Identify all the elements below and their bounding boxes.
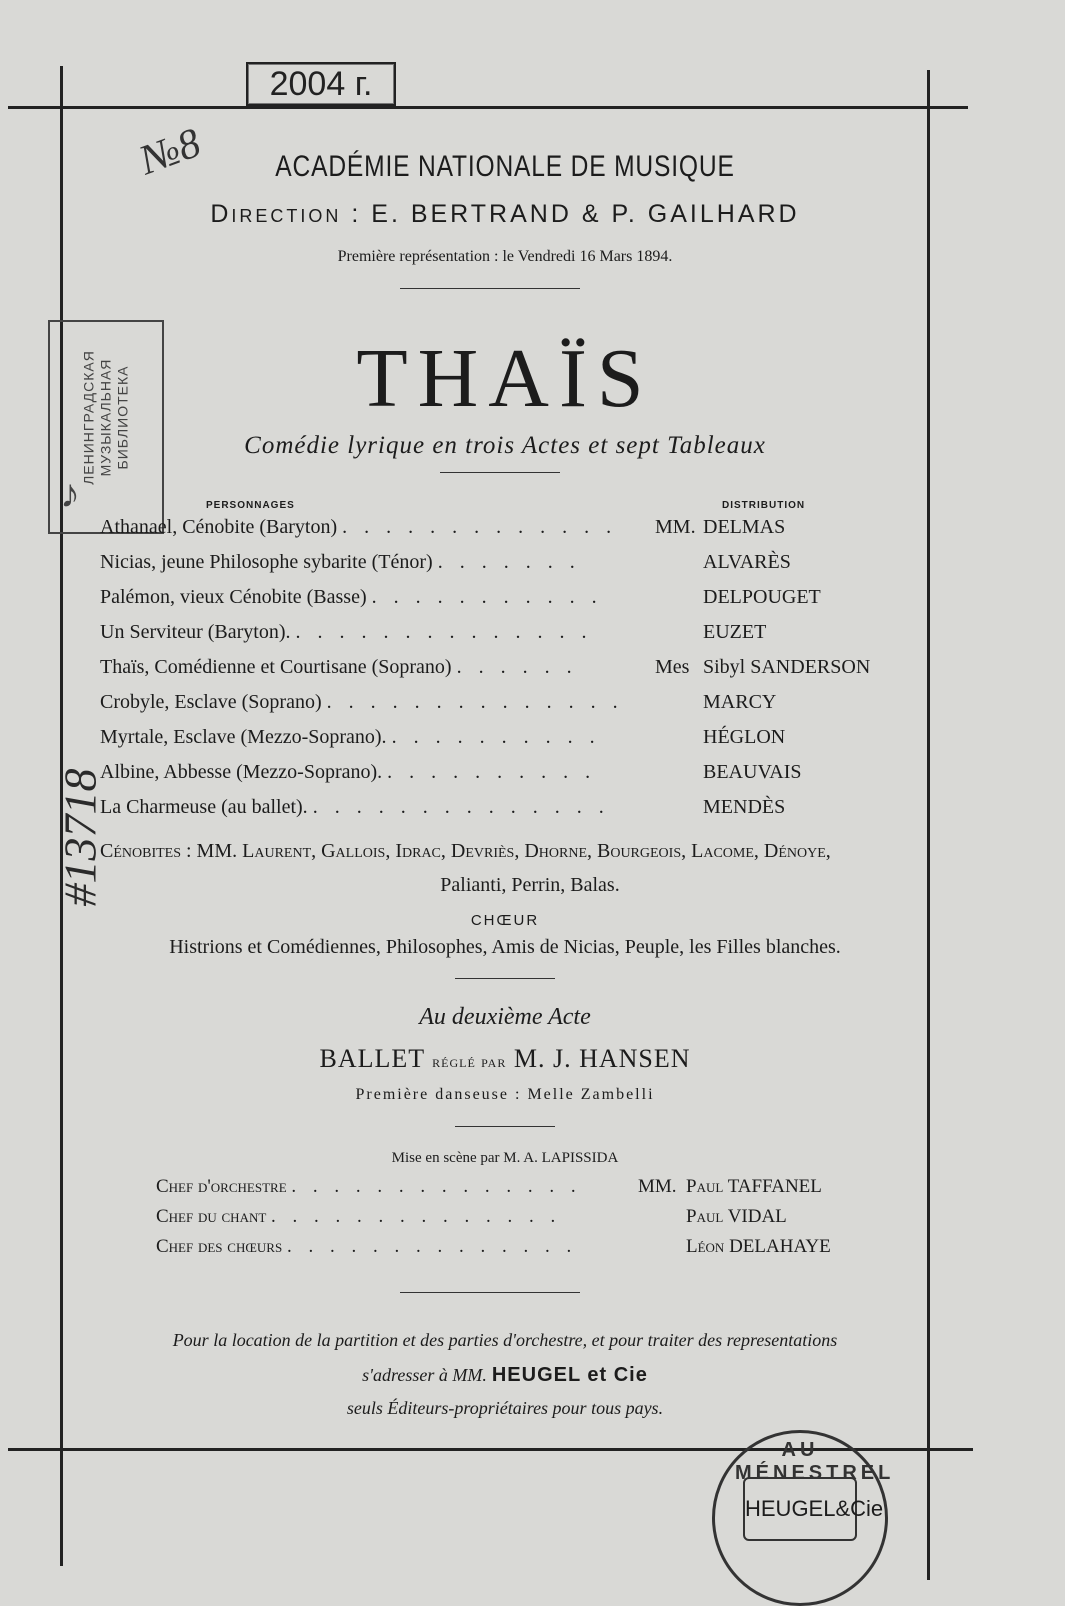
role-dots: . . . . . . . . . .: [387, 761, 597, 783]
role-actor: MARCY: [703, 691, 777, 713]
handwritten-side-mark: #13718: [54, 768, 106, 907]
catalog-stamp: 2004 г.: [246, 62, 396, 106]
role-actor: DELPOUGET: [703, 586, 821, 608]
role-name: Crobyle, Esclave (Soprano) . . . . . . . . . . . . . .: [100, 691, 624, 713]
role-actor: ALVARÈS: [703, 551, 791, 573]
opera-subtitle: Comédie lyrique en trois Actes et sept Tableaux: [244, 432, 766, 459]
staff-dots: . . . . . . . . . . . . . .: [291, 1176, 582, 1197]
role-prefix: Mes: [655, 656, 690, 678]
staff-role: Chef du chant . . . . . . . . . . . . . .: [156, 1206, 562, 1227]
handwritten-top-mark: №8: [133, 120, 207, 184]
ballet-line: [60, 1044, 950, 1074]
role-actor: EUZET: [703, 621, 767, 643]
role-row: [100, 691, 900, 721]
footer-line-2-prefix: s'adresser à MM.: [362, 1365, 487, 1385]
role-actor: HÉGLON: [703, 726, 786, 748]
top-rule: [8, 106, 968, 109]
role-dots: . . . . . . . . . . . . .: [342, 516, 618, 538]
staff-role: Chef d'orchestre . . . . . . . . . . . . . .: [156, 1176, 582, 1197]
role-dots: . . . . . . . . . . . . . .: [326, 691, 624, 713]
lyre-icon: ♪: [60, 471, 80, 516]
role-dots: . . . . . . .: [437, 551, 581, 573]
divider-1: [440, 472, 560, 473]
role-actor: Sibyl SANDERSON: [703, 656, 871, 678]
distribution-header: DISTRIBUTION: [722, 500, 806, 511]
library-stamp-text: ЛЕНИНГРАДСКАЯ МУЗЫКАЛЬНАЯ БИБЛИОТЕКА: [80, 350, 131, 485]
personnages-header: PERSONNAGES: [206, 500, 295, 511]
role-name: La Charmeuse (au ballet). . . . . . . . . . . . . . .: [100, 796, 610, 818]
role-actor: MENDÈS: [703, 796, 786, 818]
divider-3: [455, 1126, 555, 1127]
role-actor: DELMAS: [703, 516, 786, 538]
premiere-danseuse: Première danseuse : Melle Zambelli: [355, 1086, 655, 1103]
staff-dots: . . . . . . . . . . . . . .: [271, 1206, 562, 1227]
role-row: [100, 621, 900, 651]
footer-line-2: [60, 1364, 950, 1387]
role-name: Un Serviteur (Baryton). . . . . . . . . . . . . . .: [100, 621, 593, 643]
role-row: [100, 726, 900, 756]
opera-title: THAÏS: [356, 332, 654, 425]
role-actor: BEAUVAIS: [703, 761, 802, 783]
heugel-stamp: [712, 1430, 895, 1606]
premiere-line: Première représentation : le Vendredi 16 Mars 1894.: [337, 248, 673, 265]
ballet-mid: réglé par: [432, 1052, 507, 1071]
role-name: Nicias, jeune Philosophe sybarite (Ténor) . . . . . . .: [100, 551, 581, 573]
cenobites-line-2: Palianti, Perrin, Balas.: [440, 874, 620, 896]
staff-row: [156, 1176, 876, 1206]
heugel-stamp-arc: AU MÉNESTREL: [735, 1439, 895, 1484]
role-name: Albine, Abbesse (Mezzo-Soprano). . . . . . . . . . .: [100, 761, 597, 783]
role-name: Palémon, vieux Cénobite (Basse) . . . . . . . . . . .: [100, 586, 603, 608]
role-row: [100, 551, 900, 581]
footer-line-2-name: HEUGEL et Cie: [491, 1364, 648, 1386]
staff-dots: . . . . . . . . . . . . . .: [286, 1236, 578, 1257]
divider-2: [455, 978, 555, 979]
role-row: [100, 656, 900, 686]
right-rule: [927, 70, 930, 1580]
staff-prefix: MM.: [638, 1176, 677, 1197]
ornament-rule-1: [400, 288, 580, 289]
footer-line-1: Pour la location de la partition et des parties d'orchestre, et pour traiter des representations: [172, 1330, 838, 1350]
heugel-stamp-inner: HEUGEL&Cie: [743, 1477, 857, 1541]
role-row: [100, 516, 900, 546]
staff-row: [156, 1206, 876, 1236]
academie-heading: ACADÉMIE NATIONALE DE MUSIQUE: [275, 150, 735, 183]
role-row: [100, 761, 900, 791]
role-dots: . . . . . . . . . . . . . .: [312, 796, 610, 818]
staff-role: Chef des chœurs . . . . . . . . . . . . . .: [156, 1236, 578, 1257]
role-prefix: MM.: [655, 516, 696, 538]
ballet-prefix: BALLET: [319, 1044, 425, 1073]
role-name: Athanael, Cénobite (Baryton) . . . . . . . . . . . . .: [100, 516, 618, 538]
role-row: [100, 586, 900, 616]
staff-row: [156, 1236, 876, 1266]
role-name: Myrtale, Esclave (Mezzo-Soprano). . . . . . . . . . .: [100, 726, 601, 748]
role-dots: . . . . . . . . . . . . . .: [295, 621, 593, 643]
ballet-name: M. J. HANSEN: [513, 1044, 691, 1073]
cenobites-block: [100, 834, 900, 902]
ballet-acte: Au deuxième Acte: [419, 1004, 591, 1030]
staff-name: Paul VIDAL: [686, 1206, 787, 1227]
role-dots: . . . . . .: [456, 656, 578, 678]
direction-line: Direction : E. BERTRAND & P. GAILHARD: [210, 200, 800, 228]
choeur-text: Histrions et Comédiennes, Philosophes, Amis de Nicias, Peuple, les Filles blanches.: [169, 936, 841, 958]
footer-line-3: seuls Éditeurs-propriétaires pour tous pays.: [346, 1398, 664, 1418]
staff-name: Paul TAFFANEL: [686, 1176, 822, 1197]
role-row: [100, 796, 900, 826]
cenobites-line-1: Cénobites : MM. Laurent, Gallois, Idrac, Devriès, Dhorne, Bourgeois, Lacome, Dénoye,: [100, 840, 831, 862]
role-name: Thaïs, Comédienne et Courtisane (Soprano) . . . . . .: [100, 656, 578, 678]
choeur-heading: CHŒUR: [470, 912, 540, 929]
ornament-rule-2: [400, 1292, 580, 1293]
role-dots: . . . . . . . . . .: [391, 726, 601, 748]
role-dots: . . . . . . . . . . .: [371, 586, 603, 608]
staff-name: Léon DELAHAYE: [686, 1236, 831, 1257]
mise-en-scene: Mise en scène par M. A. LAPISSIDA: [391, 1150, 619, 1166]
